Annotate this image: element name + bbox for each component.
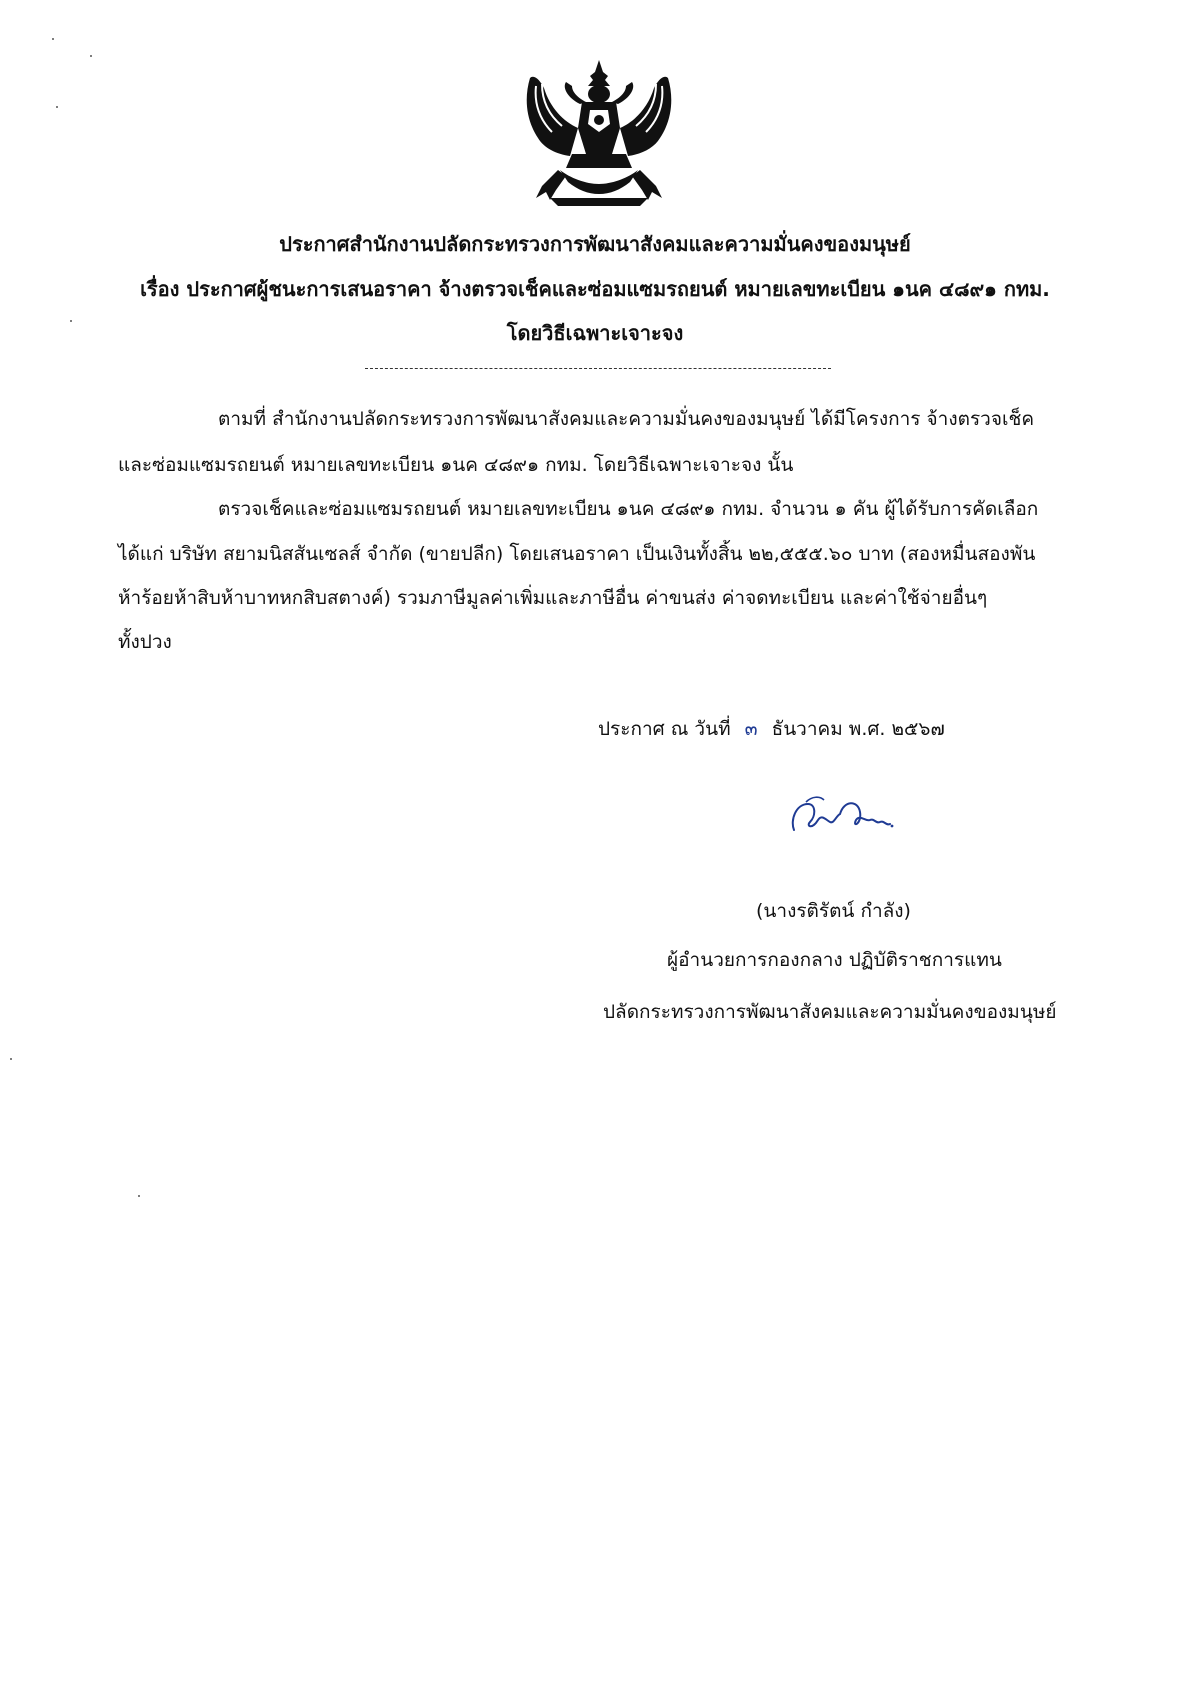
document-method: โดยวิธีเฉพาะเจาะจง [506, 321, 684, 345]
scan-speck [10, 1058, 12, 1060]
paragraph-2-line-4: ทั้งปวง [118, 631, 172, 653]
document-subject: เรื่อง ประกาศผู้ชนะการเสนอราคา จ้างตรวจเช็คและซ่อมแซมรถยนต์ หมายเลขทะเบียน ๑นค ๔๘๙๑ กทม. [140, 277, 1050, 301]
scan-speck [52, 38, 54, 40]
scan-speck [56, 106, 58, 108]
scan-speck [138, 1195, 140, 1197]
signatory-organization: ปลัดกระทรวงการพัฒนาสังคมและความมั่นคงของมนุษย์ [603, 1001, 1057, 1023]
date-day: ๓ [744, 718, 758, 740]
paragraph-2-line-3: ห้าร้อยห้าสิบห้าบาทหกสิบสตางค์) รวมภาษีมูลค่าเพิ่มและภาษีอื่น ค่าขนส่ง ค่าจดทะเบียน และค่าใช้จ่ายอื่นๆ [118, 587, 988, 609]
date-prefix: ประกาศ ณ วันที่ [598, 718, 731, 740]
scan-speck [70, 320, 72, 322]
paragraph-1-line-1: ตามที่ สำนักงานปลัดกระทรวงการพัฒนาสังคมและความมั่นคงของมนุษย์ ได้มีโครงการ จ้างตรวจเช็ค [218, 408, 1035, 430]
garuda-emblem-icon [520, 58, 678, 208]
document-title: ประกาศสำนักงานปลัดกระทรวงการพัฒนาสังคมและความมั่นคงของมนุษย์ [279, 232, 911, 256]
announcement-date [598, 716, 945, 742]
paragraph-1-line-2: และซ่อมแซมรถยนต์ หมายเลขทะเบียน ๑นค ๔๘๙๑ กทม. โดยวิธีเฉพาะเจาะจง นั้น [118, 454, 794, 476]
title-divider [365, 368, 831, 369]
date-month-year: ธันวาคม พ.ศ. ๒๕๖๗ [771, 718, 945, 740]
signatory-position: ผู้อำนวยการกองกลาง ปฏิบัติราชการแทน [667, 949, 1002, 971]
scan-speck [90, 55, 92, 57]
signatory-name: (นางรติรัตน์ กำลัง) [756, 900, 911, 922]
paragraph-2-line-2: ได้แก่ บริษัท สยามนิสสันเซลส์ จำกัด (ขายปลีก) โดยเสนอราคา เป็นเงินทั้งสิ้น ๒๒,๕๕๕.๖๐ บาท (สองหมื่นสองพัน [118, 543, 1036, 565]
handwritten-signature-icon [786, 790, 896, 840]
paragraph-2-line-1: ตรวจเช็คและซ่อมแซมรถยนต์ หมายเลขทะเบียน ๑นค ๔๘๙๑ กทม. จำนวน ๑ คัน ผู้ได้รับการคัดเลือก [218, 498, 1039, 520]
